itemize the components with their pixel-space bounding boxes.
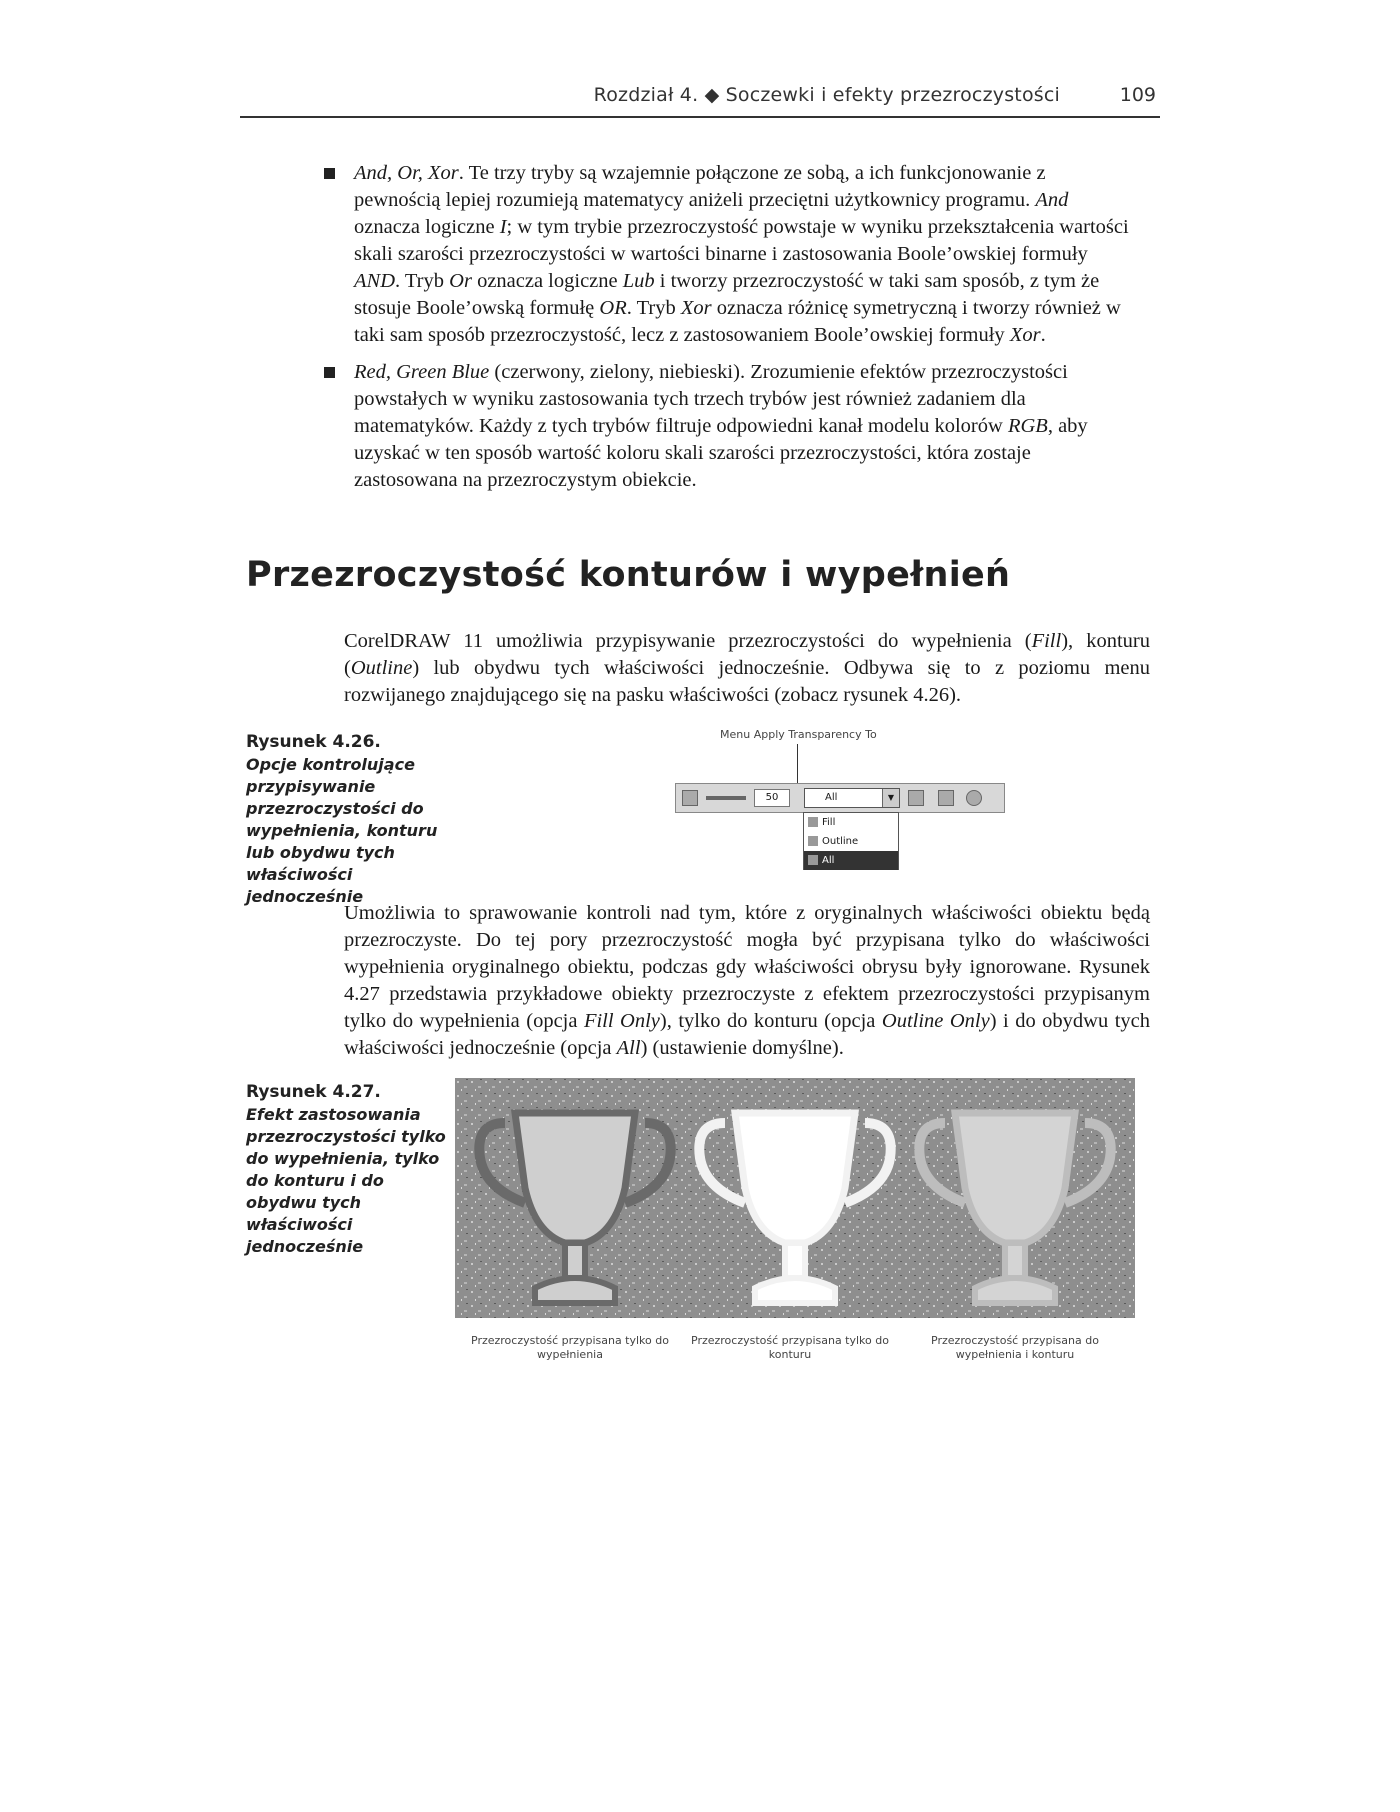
chapter-title: Rozdział 4. ◆ Soczewki i efekty przezroczystości: [593, 84, 1060, 106]
figure-caption: [246, 1082, 446, 1258]
freeze-icon[interactable]: [908, 790, 924, 806]
text: ) lub obydwu tych właściwości jednocześnie. Odbywa się to z poziomu menu rozwijanego znajdującego się na pasku właściwości (zobacz rysunek 4.26).: [344, 657, 1150, 706]
section-heading: Przezroczystość konturów i wypełnień: [246, 555, 1011, 595]
callout-line: [797, 744, 798, 784]
transparency-type-icon[interactable]: [682, 790, 698, 806]
term: Fill: [1031, 630, 1062, 652]
term: I: [499, 216, 507, 238]
term: Xor: [680, 297, 712, 319]
fill-icon: [808, 817, 818, 827]
trophies-illustration: [455, 1078, 1135, 1318]
figure-description: Efekt zastosowania przezroczystości tylko do wypełnienia, tylko do konturu i do obydwu tych właściwości jednocześnie: [246, 1105, 446, 1256]
text: oznacza różnicę symetryczną i tworzy również w taki sam sposób przezroczystość, lecz z zastosowaniem Boole’owskiej formuły: [354, 297, 1121, 346]
term: AND: [354, 270, 395, 292]
text: ), konturu (: [344, 630, 1150, 679]
menu-label: All: [822, 855, 835, 866]
menu-label: Fill: [822, 817, 836, 828]
term: And: [1035, 189, 1069, 211]
text: ), tylko do konturu (opcja: [659, 1010, 882, 1032]
apply-transparency-select[interactable]: [804, 788, 900, 808]
outline-icon: [808, 836, 818, 846]
term: OR: [599, 297, 627, 319]
bullet-square-icon: [324, 367, 335, 378]
text: (czerwony, zielony, niebieski). Zrozumienie efektów przezroczystości powstałych w wyniku zastosowania tych trzech trybów jest również zadaniem dla matematyków. Każdy z tych trybów filtruje odpowiedni kanał modelu kolorów: [354, 361, 1068, 437]
page-number: 109: [1119, 84, 1156, 106]
text: CorelDRAW 11 umożliwia przypisywanie przezroczystości do wypełnienia (: [344, 630, 1032, 652]
text: ) i do obydwu tych właściwości jednocześnie (opcja: [344, 1010, 1150, 1059]
text: oznacza logiczne: [471, 270, 623, 292]
panel-caption: Przezroczystość przypisana do wypełnienia i konturu: [931, 1334, 1099, 1361]
term: Or: [449, 270, 472, 292]
term: Lub: [622, 270, 655, 292]
term: Xor: [1009, 324, 1041, 346]
list-item: [354, 160, 1134, 349]
text: ) (ustawienie domyślne).: [640, 1037, 844, 1059]
term: And, Or, Xor: [354, 162, 459, 184]
text: . Tryb: [626, 297, 681, 319]
text: .: [1040, 324, 1046, 346]
menu-label: Outline: [822, 836, 859, 847]
menu-item-fill[interactable]: [804, 813, 898, 832]
list-item: [354, 359, 1134, 494]
term: Outline: [350, 657, 413, 679]
body-paragraph: [344, 900, 1150, 1062]
chevron-down-icon[interactable]: ▼: [882, 789, 899, 807]
trophy-panel: [455, 1078, 1135, 1318]
text: ; w tym trybie przezroczystość powstaje w wyniku przekształcenia wartości skali szarości przezroczystości w wartości binarne i zastosowania Boole’owskiej formuły: [354, 216, 1129, 265]
body-paragraph: [344, 628, 1150, 709]
panel-caption: Przezroczystość przypisana tylko do wypełnienia: [471, 1334, 669, 1361]
menu-item-all[interactable]: [804, 851, 898, 870]
copy-transparency-icon[interactable]: [938, 790, 954, 806]
figure-number: Rysunek 4.26.: [246, 732, 381, 752]
menu-item-outline[interactable]: [804, 832, 898, 851]
property-bar: [675, 783, 1005, 813]
running-header: [240, 82, 1160, 118]
term: Outline Only: [881, 1010, 990, 1032]
text: , aby uzyskać w ten sposób wartość koloru skali szarości przezroczystości, która zostaje zastosowana na przezroczystym obiekcie.: [354, 415, 1088, 491]
figure-caption: [246, 732, 446, 908]
figure-toolbar-screenshot: [675, 728, 1005, 873]
text: Umożliwia to sprawowanie kontroli nad tym, które z oryginalnych właściwości obiektu będą przezroczyste. Do tej pory przezroczystość mogła być przypisana tylko do właściwości wypełnienia oryginalnego obiektu, podczas gdy właściwości obrysu były ignorowane. Rysunek 4.27 przedstawia przykładowe obiekty przezroczyste z efektem przezroczystości przypisanym tylko do wypełnienia (opcja: [344, 902, 1150, 1032]
callout-label: Menu Apply Transparency To: [720, 728, 877, 741]
all-icon: [808, 855, 818, 865]
term: RGB: [1007, 415, 1048, 437]
panel-caption: Przezroczystość przypisana tylko do konturu: [691, 1334, 889, 1361]
selected-option: All: [825, 792, 838, 803]
transparency-slider[interactable]: [706, 796, 746, 800]
transparency-value-field[interactable]: 50: [754, 789, 790, 807]
text: . Tryb: [395, 270, 450, 292]
figure-trophies: [455, 1078, 1135, 1376]
bullet-list: [354, 160, 1134, 504]
dropdown-menu: [803, 812, 899, 870]
text: oznacza logiczne: [354, 216, 500, 238]
term: All: [616, 1037, 641, 1059]
figure-description: Opcje kontrolujące przypisywanie przezroczystości do wypełnienia, konturu lub obydwu tych właściwości jednocześnie: [246, 755, 438, 906]
bullet-square-icon: [324, 168, 335, 179]
text: i tworzy przezroczystość w taki sam sposób, z tym że stosuje Boole’owską formułę: [354, 270, 1100, 319]
term: Fill Only: [583, 1010, 660, 1032]
clear-transparency-icon[interactable]: [966, 790, 982, 806]
text: . Te trzy tryby są wzajemnie połączone ze sobą, a ich funkcjonowanie z pewnością lepiej rozumieją matematycy aniżeli przeciętni użytkownicy programu.: [354, 162, 1046, 211]
figure-number: Rysunek 4.27.: [246, 1082, 381, 1102]
term: Red, Green Blue: [354, 361, 490, 383]
